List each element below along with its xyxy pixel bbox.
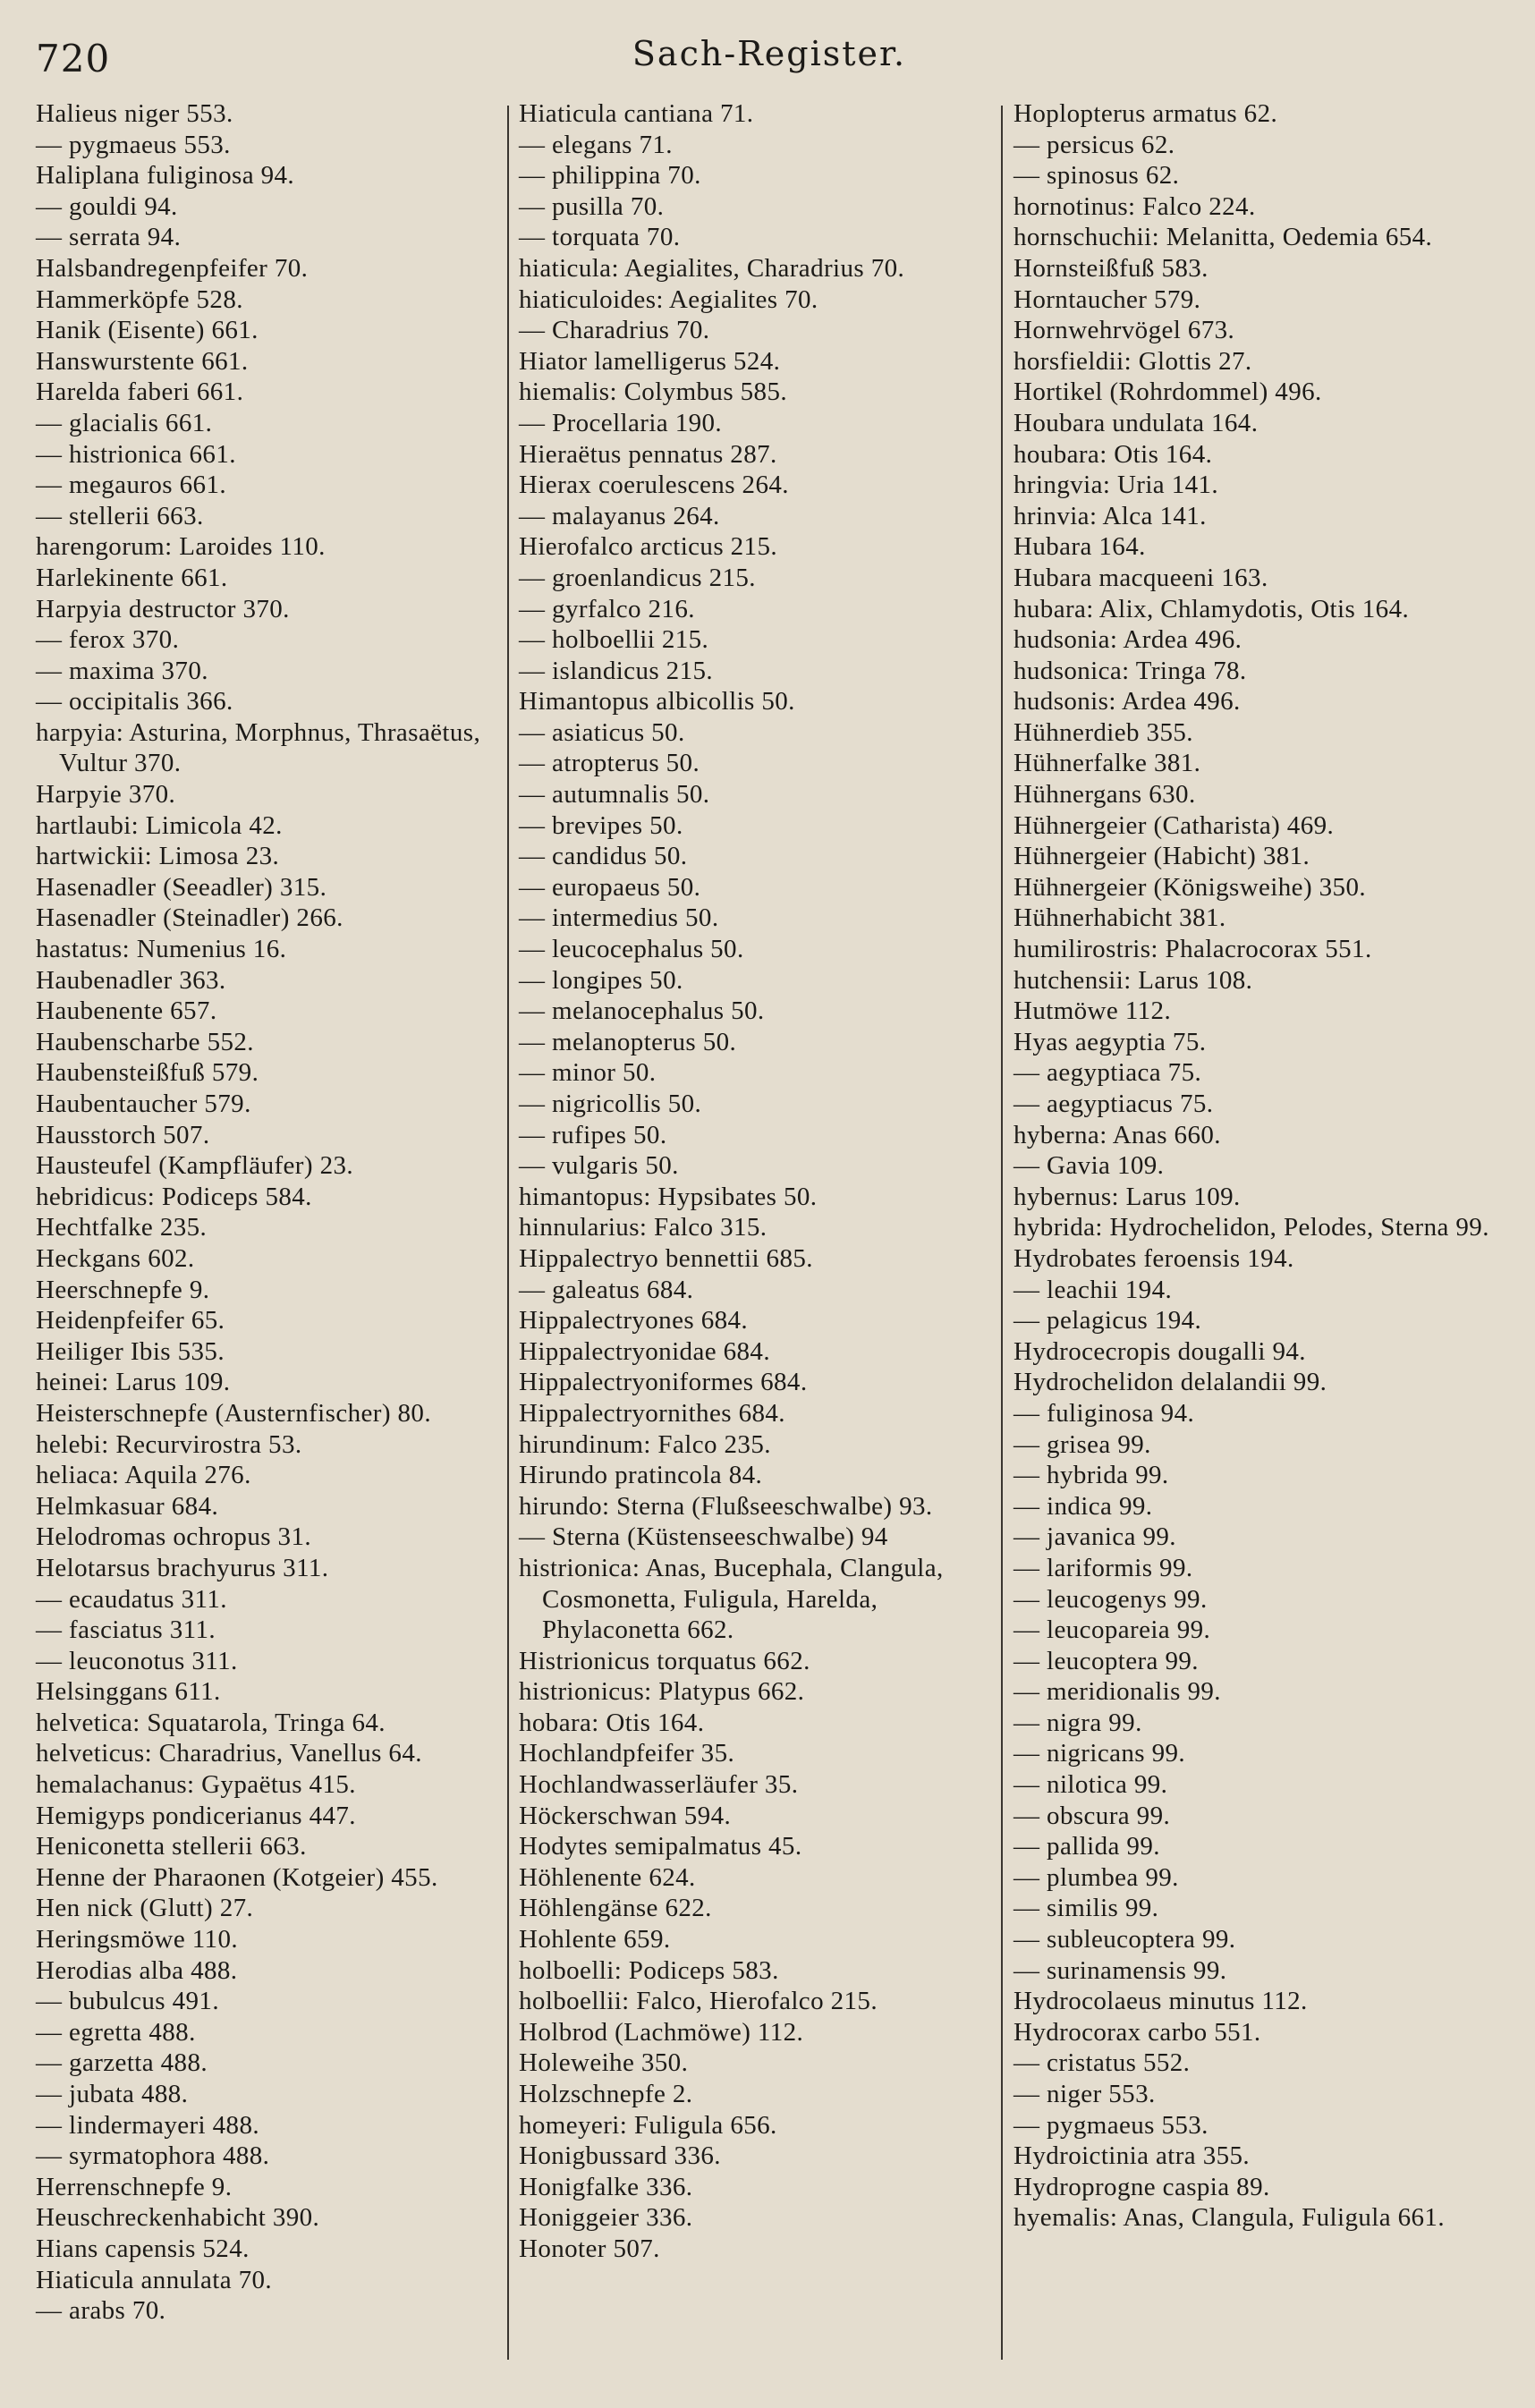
index-entry: — atropterus 50. [519,749,700,778]
index-entry: Herrenschnepfe 9. [36,2172,233,2201]
index-entry: Hausstorch 507. [36,1120,210,1149]
index-entry: Hühnergans 630. [1013,780,1196,810]
index-entry: Hornwehrvögel 673. [1013,316,1235,345]
index-entry: heliaca: Aquila 276. [36,1461,251,1490]
index-entry: Hechtfalke 235. [36,1213,208,1242]
index-entry: hyberna: Anas 660. [1013,1120,1221,1149]
index-entry: hiemalis: Colymbus 585. [519,377,788,407]
index-entry: Heringsmöwe 110. [36,1925,239,1954]
index-entry: Hausteufel (Kampfläufer) 23. [36,1151,354,1181]
index-entry: — melanocephalus 50. [519,996,765,1026]
index-entry: Heisterschnepfe (Austernfischer) 80. [36,1398,431,1428]
index-entry: hobara: Otis 164. [519,1708,705,1737]
index-entry: Himantopus albicollis 50. [519,687,795,716]
index-entry: — brevipes 50. [519,810,683,840]
index-entry: — subleucoptera 99. [1013,1925,1236,1954]
index-column-2 [519,98,984,2265]
index-entry: Helsinggans 611. [36,1677,221,1707]
index-entry: — pygmaeus 553. [36,130,231,159]
index-entry: — similis 99. [1013,1894,1159,1923]
index-entry: — nilotica 99. [1013,1770,1168,1800]
index-entry: Harpyie 370. [36,780,176,810]
index-entry: — bubulcus 491. [36,1987,219,2016]
index-entry: Hühnerhabicht 381. [1013,903,1226,933]
index-entry: Heiliger Ibis 535. [36,1336,225,1366]
index-entry: Hammerköpfe 528. [36,284,243,314]
index-entry: — melanopterus 50. [519,1027,737,1056]
index-entry: hyemalis: Anas, Clangula, Fuligula 661. [1013,2203,1445,2233]
index-entry: — egretta 488. [36,2017,196,2047]
index-entry: — grisea 99. [1013,1429,1151,1459]
index-entry: — histrionica 661. [36,439,236,469]
index-entry: — syrmatophora 488. [36,2141,270,2171]
index-entry: Haubenente 657. [36,996,217,1026]
index-entry: Hasenadler (Seeadler) 315. [36,872,327,902]
index-column-3 [1013,98,1501,2234]
index-entry: Heidenpfeifer 65. [36,1306,225,1335]
index-entry: — leucocephalus 50. [519,935,744,964]
index-entry: houbara: Otis 164. [1013,439,1213,469]
index-entry: Heckgans 602. [36,1243,195,1273]
index-entry: — torquata 70. [519,223,681,252]
index-entry: hebridicus: Podiceps 584. [36,1182,312,1211]
index-entry: Hydroictinia atra 355. [1013,2141,1251,2171]
index-entry: — minor 50. [519,1058,657,1088]
index-entry: — niger 553. [1013,2080,1156,2108]
index-entry: Hortikel (Rohrdommel) 496. [1013,377,1322,407]
index-entry: Hühnergeier (Habicht) 381. [1013,842,1310,871]
index-entry: — Procellaria 190. [519,408,723,437]
index-entry: hringvia: Uria 141. [1013,471,1219,500]
index-entry: Honoter 507. [519,2234,660,2263]
index-entry: — pelagicus 194. [1013,1306,1202,1335]
index-entry: — autumnalis 50. [519,780,710,810]
index-entry: Hiaticula annulata 70. [36,2265,273,2294]
index-entry: Halieus niger 553. [36,99,233,128]
index-entry: hinnularius: Falco 315. [519,1213,768,1242]
index-entry: Hohlente 659. [519,1925,671,1954]
index-entry: Hochlandpfeifer 35. [519,1739,735,1768]
index-entry: hybernus: Larus 109. [1013,1182,1241,1211]
index-entry: Hippalectryoniformes 684. [519,1368,808,1397]
index-entry: — pallida 99. [1013,1832,1160,1861]
index-entry: — ferox 370. [36,625,180,655]
index-entry: Hornsteißfuß 583. [1013,253,1208,283]
index-entry: Hieraëtus pennatus 287. [519,439,777,469]
index-entry: Hen nick (Glutt) 27. [36,1894,254,1923]
index-entry: — fuliginosa 94. [1013,1398,1195,1428]
index-entry: Hasenadler (Steinadler) 266. [36,903,343,933]
index-entry: Haubentaucher 579. [36,1090,251,1118]
index-entry: Höckerschwan 594. [519,1801,732,1830]
index-entry: Harlekinente 661. [36,563,228,592]
index-entry: Hanswurstente 661. [36,346,249,376]
index-entry: Hodytes semipalmatus 45. [519,1832,802,1861]
index-entry: hornotinus: Falco 224. [1013,191,1256,221]
index-entry: — philippina 70. [519,161,701,191]
index-entry: — Charadrius 70. [519,316,710,345]
index-entry: Halsbandregenpfeifer 70. [36,253,309,283]
index-entry: hiaticula: Aegialites, Charadrius 70. [519,253,905,283]
index-entry: — leucoptera 99. [1013,1646,1199,1675]
index-entry: harengorum: Laroides 110. [36,532,326,562]
index-entry: Haubenscharbe 552. [36,1027,254,1056]
index-entry: heinei: Larus 109. [36,1368,231,1397]
index-entry: Helmkasuar 684. [36,1491,219,1521]
index-entry: Hippalectryo bennettii 685. [519,1243,813,1273]
index-entry: hudsonica: Tringa 78. [1013,656,1247,685]
index-entry: hirundo: Sterna (Flußseeschwalbe) 93. [519,1491,933,1521]
index-entry: hirundinum: Falco 235. [519,1429,771,1459]
index-entry: — candidus 50. [519,842,688,871]
index-entry: hubara: Alix, Chlamydotis, Otis 164. [1013,594,1410,623]
index-entry: Hoplopterus armatus 62. [1013,99,1278,128]
index-column-1 [36,98,501,2327]
index-entry: — asiaticus 50. [519,717,685,747]
index-entry: Hühnergeier (Königsweihe) 350. [1013,872,1366,902]
index-entry: — spinosus 62. [1013,161,1180,191]
index-entry: — nigra 99. [1013,1708,1142,1737]
index-entry: Hanik (Eisente) 661. [36,316,259,345]
index-entry: histrionicus: Platypus 662. [519,1677,805,1707]
index-entry: — megauros 661. [36,471,226,500]
index-entry: — glacialis 661. [36,408,213,437]
index-entry: hudsonia: Ardea 496. [1013,625,1242,655]
index-entry: — galeatus 684. [519,1275,694,1304]
index-entry: Hyas aegyptia 75. [1013,1027,1207,1056]
index-entry: Harelda faberi 661. [36,377,244,407]
index-entry: — garzetta 488. [36,2048,208,2078]
index-entry: Histrionicus torquatus 662. [519,1646,810,1675]
index-entry: — intermedius 50. [519,903,719,933]
index-entry: — islandicus 215. [519,656,714,685]
index-entry: — serrata 94. [36,223,182,252]
index-entry: Höhlenente 624. [519,1862,696,1892]
index-entry: — plumbea 99. [1013,1862,1179,1892]
index-entry: Hydroprogne caspia 89. [1013,2172,1270,2201]
index-entry: Hiator lamelligerus 524. [519,346,781,376]
index-entry: Hippalectryonidae 684. [519,1336,770,1366]
running-title: Sach-Register. [632,34,907,73]
index-entry: hornschuchii: Melanitta, Oedemia 654. [1013,223,1433,252]
index-entry: — vulgaris 50. [519,1151,679,1181]
index-entry: Honiggeier 336. [519,2203,693,2233]
index-entry: Herodias alba 488. [36,1955,238,1985]
index-entry: Holeweihe 350. [519,2048,689,2078]
index-entry: Holzschnepfe 2. [519,2080,693,2108]
index-entry: — gyrfalco 216. [519,594,695,623]
index-entry: — jubata 488. [36,2080,189,2108]
index-entry: — Sterna (Küstenseeschwalbe) 94 [519,1522,888,1552]
column-rule [1001,106,1003,2360]
index-entry: Heerschnepfe 9. [36,1275,210,1304]
index-entry: — longipes 50. [519,965,683,995]
index-entry: — groenlandicus 215. [519,563,756,592]
index-entry: Honigbussard 336. [519,2141,721,2171]
index-entry: humilirostris: Phalacrocorax 551. [1013,935,1372,964]
index-entry: — occipitalis 366. [36,687,233,716]
index-entry: — leuconotus 311. [36,1646,238,1675]
index-entry: hutchensii: Larus 108. [1013,965,1253,995]
index-entry: Honigfalke 336. [519,2172,693,2201]
index-entry: — Gavia 109. [1013,1151,1165,1181]
index-entry: hudsonis: Ardea 496. [1013,687,1241,716]
index-entry: Hiaticula cantiana 71. [519,99,754,128]
index-entry: Hühnerfalke 381. [1013,749,1201,778]
index-entry: — pygmaeus 553. [1013,2110,1208,2140]
index-entry: — fasciatus 311. [36,1615,216,1645]
index-entry: — maxima 370. [36,656,208,685]
index-entry: — arabs 70. [36,2296,166,2326]
index-entry: Hippalectryones 684. [519,1306,749,1335]
index-entry: Hierofalco arcticus 215. [519,532,778,562]
index-entry: hemalachanus: Gypaëtus 415. [36,1770,356,1800]
index-entry: — pusilla 70. [519,191,665,221]
index-entry: Hubara macqueeni 163. [1013,563,1268,592]
index-entry: — malayanus 264. [519,501,720,530]
index-entry: — stellerii 663. [36,501,204,530]
index-entry: histrionica: Anas, Bucephala, Clangula, Cosmonetta, Fuligula, Harelda, Phylaconetta 662. [519,1553,944,1645]
index-entry: — nigricollis 50. [519,1090,702,1118]
index-entry: — leachii 194. [1013,1275,1173,1304]
index-entry: harpyia: Asturina, Morphnus, Thrasaëtus, Vultur 370. [36,717,481,778]
index-entry: — obscura 99. [1013,1801,1171,1830]
index-entry: Hydrobates feroensis 194. [1013,1243,1294,1273]
index-entry: Horntaucher 579. [1013,284,1201,314]
index-entry: — leucopareia 99. [1013,1615,1211,1645]
index-entry: — indica 99. [1013,1491,1153,1521]
index-entry: Hühnergeier (Catharista) 469. [1013,810,1335,840]
index-entry: — javanica 99. [1013,1522,1176,1552]
index-entry: Henne der Pharaonen (Kotgeier) 455. [36,1862,438,1892]
index-entry: — lindermayeri 488. [36,2110,260,2140]
index-entry: himantopus: Hypsibates 50. [519,1182,818,1211]
index-entry: — aegyptiacus 75. [1013,1090,1214,1118]
column-rule [507,106,509,2360]
index-entry: Hemigyps pondicerianus 447. [36,1801,356,1830]
index-entry: — aegyptiaca 75. [1013,1058,1202,1088]
index-entry: Hutmöwe 112. [1013,996,1172,1026]
index-entry: Heniconetta stellerii 663. [36,1832,307,1861]
index-entry: — persicus 62. [1013,130,1175,159]
index-entry: hiaticuloides: Aegialites 70. [519,284,818,314]
index-entry: Holbrod (Lachmöwe) 112. [519,2017,804,2047]
index-entry: — lariformis 99. [1013,1553,1193,1582]
index-entry: Hühnerdieb 355. [1013,717,1193,747]
index-entry: — gouldi 94. [36,191,178,221]
index-entry: Hydrocolaeus minutus 112. [1013,1987,1308,2016]
index-entry: Hippalectryornithes 684. [519,1398,785,1428]
index-entry: helveticus: Charadrius, Vanellus 64. [36,1739,422,1768]
index-entry: holboelli: Podiceps 583. [519,1955,779,1985]
index-entry: — meridionalis 99. [1013,1677,1221,1707]
index-entry: — europaeus 50. [519,872,701,902]
index-entry: Hirundo pratincola 84. [519,1461,763,1490]
index-entry: Hydrochelidon delalandii 99. [1013,1368,1327,1397]
index-entry: — leucogenys 99. [1013,1584,1208,1614]
index-entry: Haubensteißfuß 579. [36,1058,259,1088]
index-entry: homeyeri: Fuligula 656. [519,2110,777,2140]
index-entry: hrinvia: Alca 141. [1013,501,1207,530]
index-entry: hastatus: Numenius 16. [36,935,287,964]
index-entry: — surinamensis 99. [1013,1955,1227,1985]
index-entry: Helodromas ochropus 31. [36,1522,312,1552]
index-entry: Haliplana fuliginosa 94. [36,161,295,191]
index-entry: helebi: Recurvirostra 53. [36,1429,302,1459]
index-entry: Haubenadler 363. [36,965,226,995]
index-entry: Hubara 164. [1013,532,1146,562]
index-entry: holboellii: Falco, Hierofalco 215. [519,1987,878,2016]
index-entry: — holboellii 215. [519,625,709,655]
index-entry: Harpyia destructor 370. [36,594,290,623]
index-entry: horsfieldii: Glottis 27. [1013,346,1252,376]
index-entry: — cristatus 552. [1013,2048,1191,2078]
index-entry: helvetica: Squatarola, Tringa 64. [36,1708,386,1737]
index-entry: Hochlandwasserläufer 35. [519,1770,799,1800]
index-entry: Houbara undulata 164. [1013,408,1259,437]
index-entry: Höhlengänse 622. [519,1894,712,1923]
index-entry: Hians capensis 524. [36,2234,250,2263]
index-entry: Hierax coerulescens 264. [519,471,789,500]
index-entry: Hydrocecropis dougalli 94. [1013,1336,1306,1366]
index-entry: hartwickii: Limosa 23. [36,842,280,871]
index-entry: — ecaudatus 311. [36,1584,227,1614]
index-entry: — rufipes 50. [519,1120,667,1149]
index-entry: Hydrocorax carbo 551. [1013,2017,1261,2047]
index-entry: — elegans 71. [519,130,673,159]
index-entry: Heuschreckenhabicht 390. [36,2203,320,2233]
index-entry: Helotarsus brachyurus 311. [36,1553,329,1582]
index-entry: — hybrida 99. [1013,1461,1169,1490]
index-entry: hybrida: Hydrochelidon, Pelodes, Sterna 99. [1013,1213,1489,1242]
page-number: 720 [36,37,111,81]
index-entry: hartlaubi: Limicola 42. [36,810,283,840]
index-entry: — nigricans 99. [1013,1739,1186,1768]
